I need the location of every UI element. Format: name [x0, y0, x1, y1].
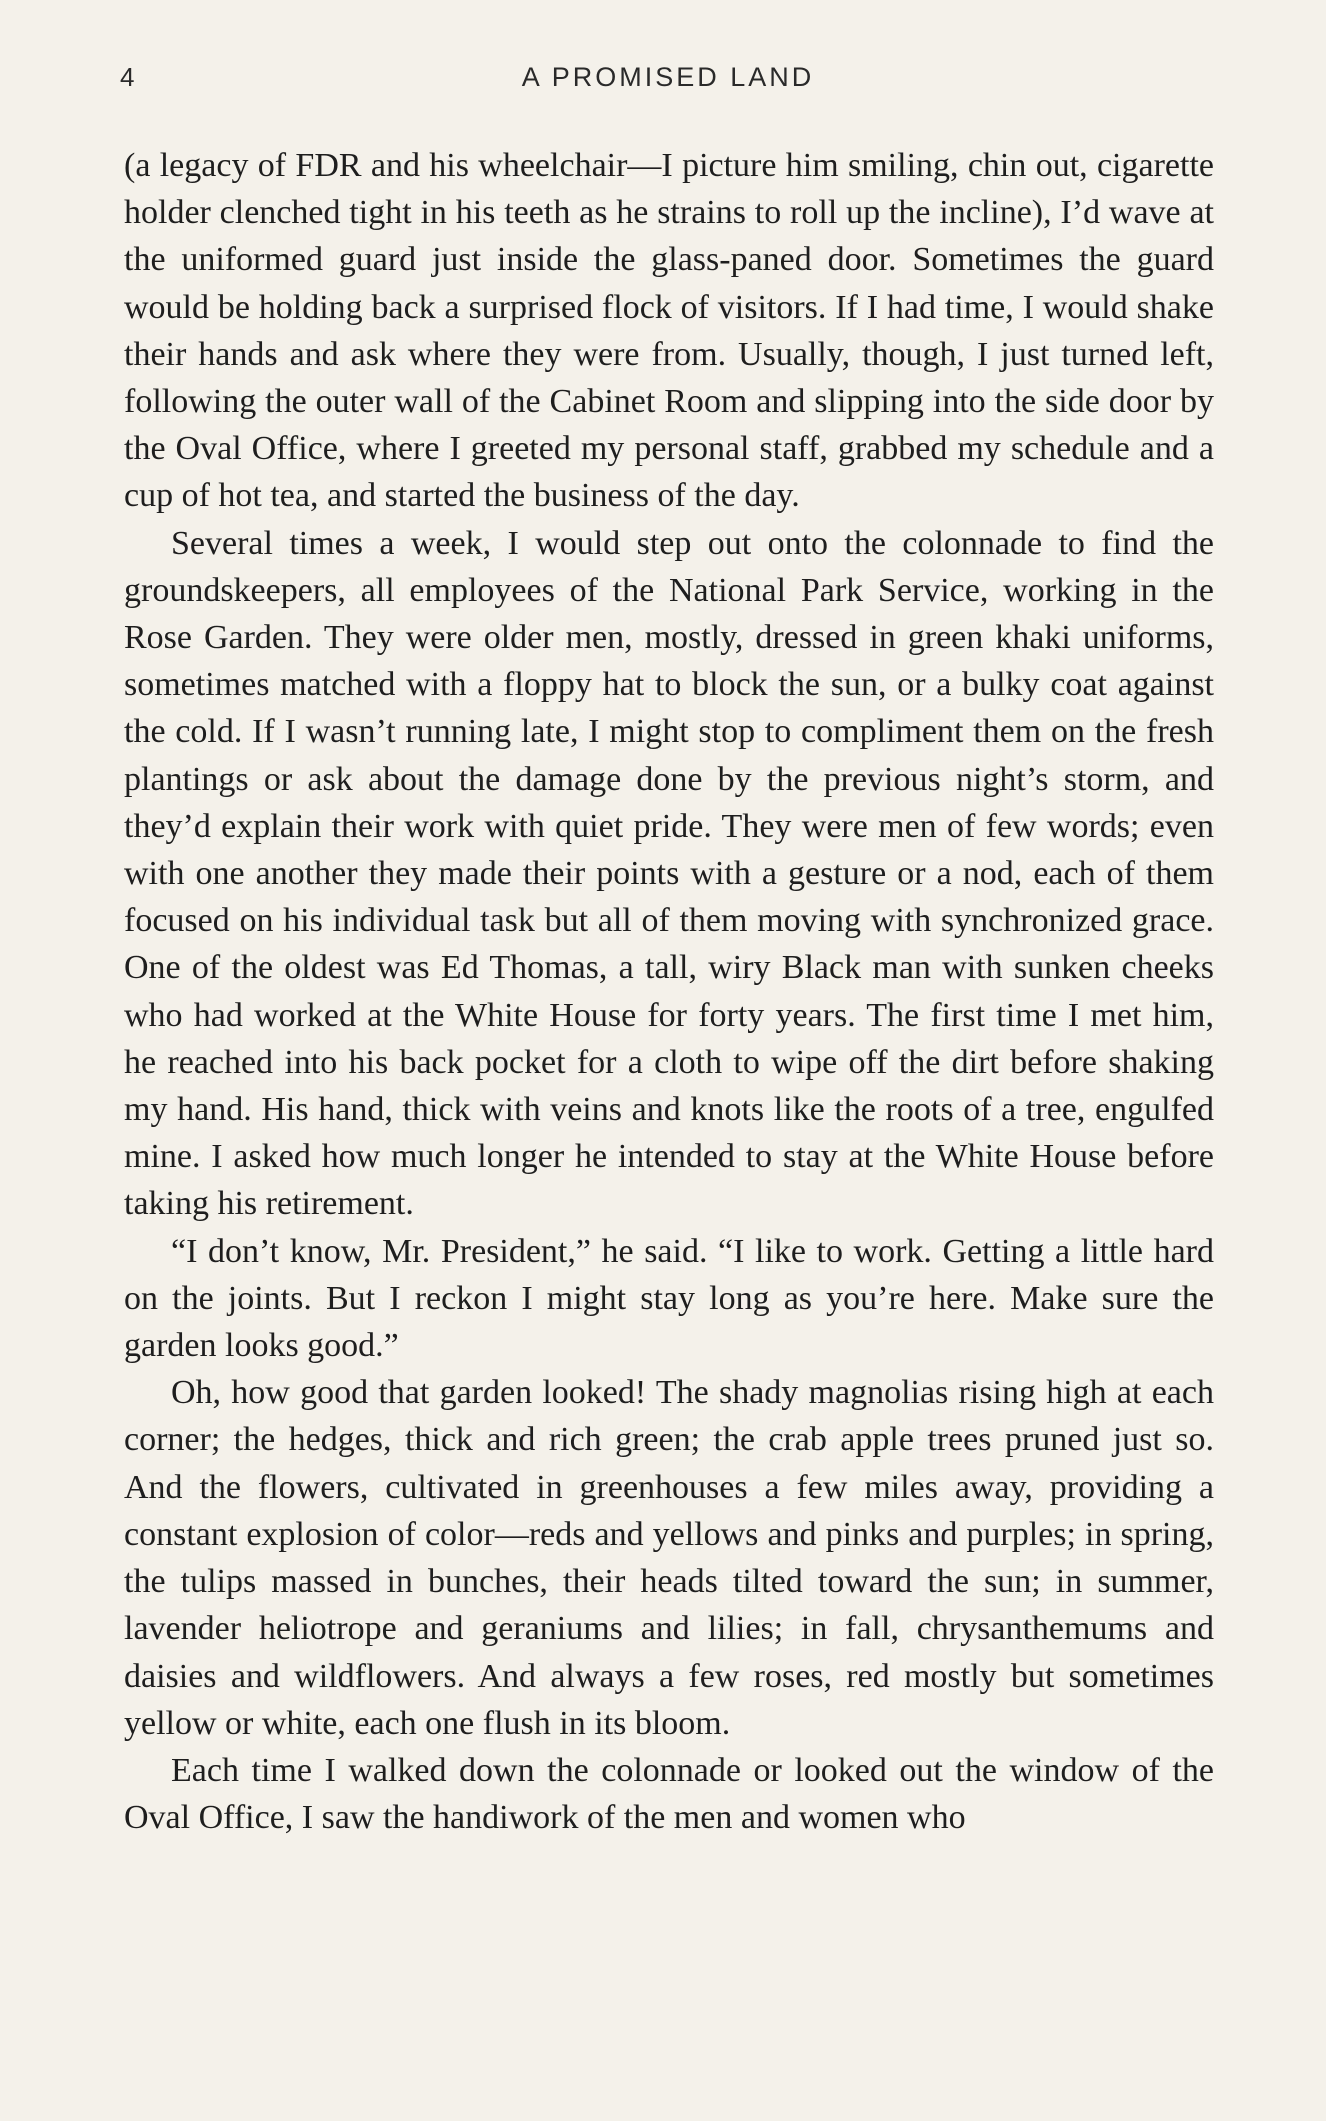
- paragraph-groundskeepers: Several times a week, I would step out onto the colonnade to find the groundskeepers, all employees of the National Park Service, working in the Rose Garden. They were older men, mostly, dressed in green khaki uniforms, sometimes matched with a floppy hat to block the sun, or a bulky coat against the cold. If I wasn’t running late, I might stop to compliment them on the fresh plantings or ask about the damage done by the previous night’s storm, and they’d explain their work with quiet pride. They were men of few words; even with one another they made their points with a gesture or a nod, each of them focused on his individual task but all of them moving with synchronized grace. One of the oldest was Ed Thomas, a tall, wiry Black man with sunken cheeks who had worked at the White House for forty years. The first time I met him, he reached into his back pocket for a cloth to wipe off the dirt before shaking my hand. His hand, thick with veins and knots like the roots of a tree, engulfed mine. I asked how much longer he intended to stay at the White House before taking his retirement.: [124, 524, 1214, 1223]
- paragraph-ed-thomas-quote: “I don’t know, Mr. President,” he said. “I like to work. Getting a little hard on the joints. But I reckon I might stay long as you’re here. Make sure the garden looks good.”: [124, 1232, 1214, 1365]
- paragraph-colonnade: Each time I walked down the colonnade or looked out the window of the Oval Office, I saw the handiwork of the men and women who: [124, 1751, 1214, 1837]
- page-number: 4: [120, 62, 136, 92]
- page-header: [120, 62, 1216, 102]
- paragraph-garden: Oh, how good that garden looked! The shady magnolias rising high at each corner; the hedges, thick and rich green; the crab apple trees pruned just so. And the flowers, cultivated in greenhouses a few miles away, providing a constant explosion of color—reds and yellows and pinks and purples; in spring, the tulips massed in bunches, their heads tilted toward the sun; in summer, lavender heliotrope and geraniums and lilies; in fall, chrysanthemums and daisies and wildflowers. And always a few roses, red mostly but sometimes yellow or white, each one flush in its bloom.: [124, 1374, 1214, 1742]
- paragraph-continued: (a legacy of FDR and his wheelchair—I picture him smiling, chin out, cigarette holder clenched tight in his teeth as he strains to roll up the incline), I’d wave at the uniformed guard just inside the glass-paned door. Sometimes the guard would be holding back a surprised flock of visitors. If I had time, I would shake their hands and ask where they were from. Usually, though, I just turned left, following the outer wall of the Cabinet Room and slipping into the side door by the Oval Office, where I greeted my personal staff, grabbed my schedule and a cup of hot tea, and started the business of the day.: [124, 147, 1214, 515]
- running-head: A PROMISED LAND: [521, 62, 815, 92]
- body-text: [124, 142, 1214, 1841]
